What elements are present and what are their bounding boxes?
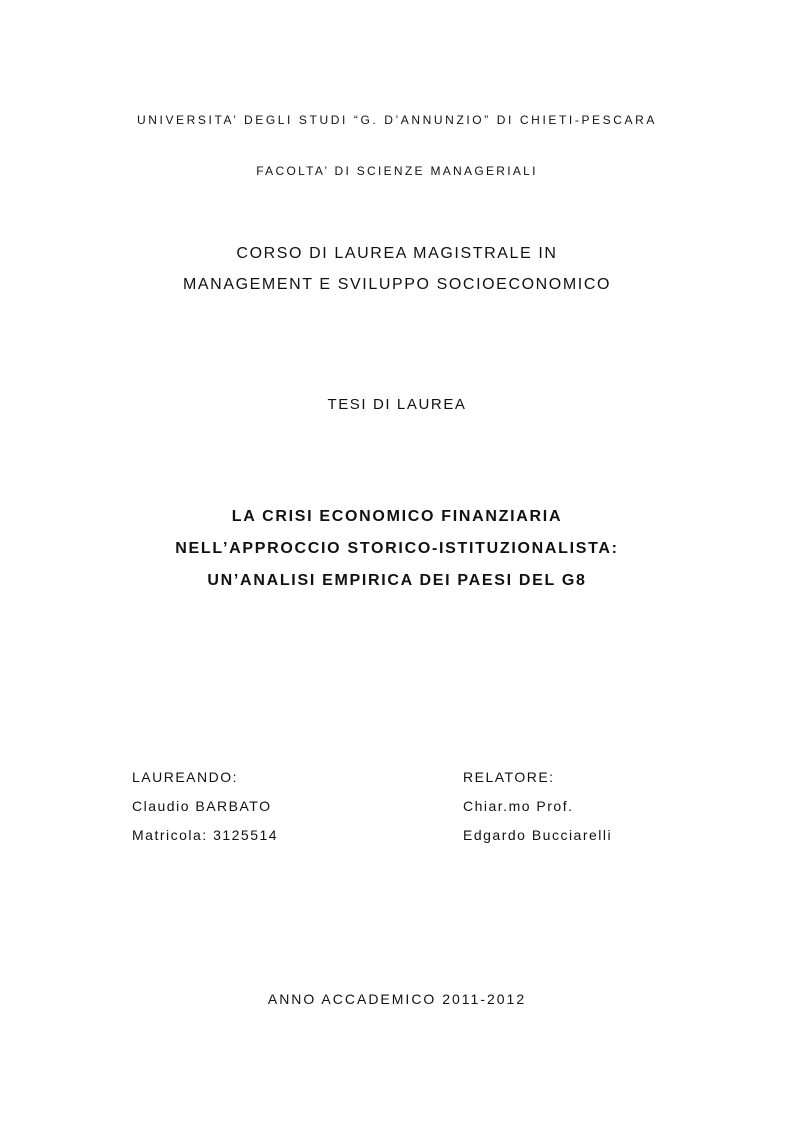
course-line-1: CORSO DI LAUREA MAGISTRALE IN — [236, 245, 558, 262]
thesis-title-line-2: NELL’APPROCCIO STORICO-ISTITUZIONALISTA: — [175, 540, 619, 557]
faculty-name: FACOLTA’ DI SCIENZE MANAGERIALI — [256, 164, 538, 178]
thesis-title-line-1: LA CRISI ECONOMICO FINANZIARIA — [231, 508, 563, 525]
student-name: Claudio BARBATO — [132, 798, 272, 814]
thesis-label: TESI DI LAUREA — [327, 396, 467, 413]
supervisor-block — [463, 769, 612, 856]
university-name: UNIVERSITA’ DEGLI STUDI “G. D’ANNUNZIO” DI CHIETI-PESCARA — [136, 113, 657, 127]
thesis-title-line-3: UN’ANALISI EMPIRICA DEI PAESI DEL G8 — [207, 572, 587, 589]
supervisor-name: Edgardo Bucciarelli — [463, 827, 613, 843]
academic-year: ANNO ACCADEMICO 2011-2012 — [267, 991, 527, 1007]
course-line-2: MANAGEMENT E SVILUPPO SOCIOECONOMICO — [182, 276, 612, 293]
student-block — [132, 769, 278, 856]
student-id: Matricola: 3125514 — [132, 827, 279, 843]
supervisor-label: RELATORE: — [463, 769, 555, 785]
supervisor-title: Chiar.mo Prof. — [463, 798, 574, 814]
student-label: LAUREANDO: — [132, 769, 239, 785]
